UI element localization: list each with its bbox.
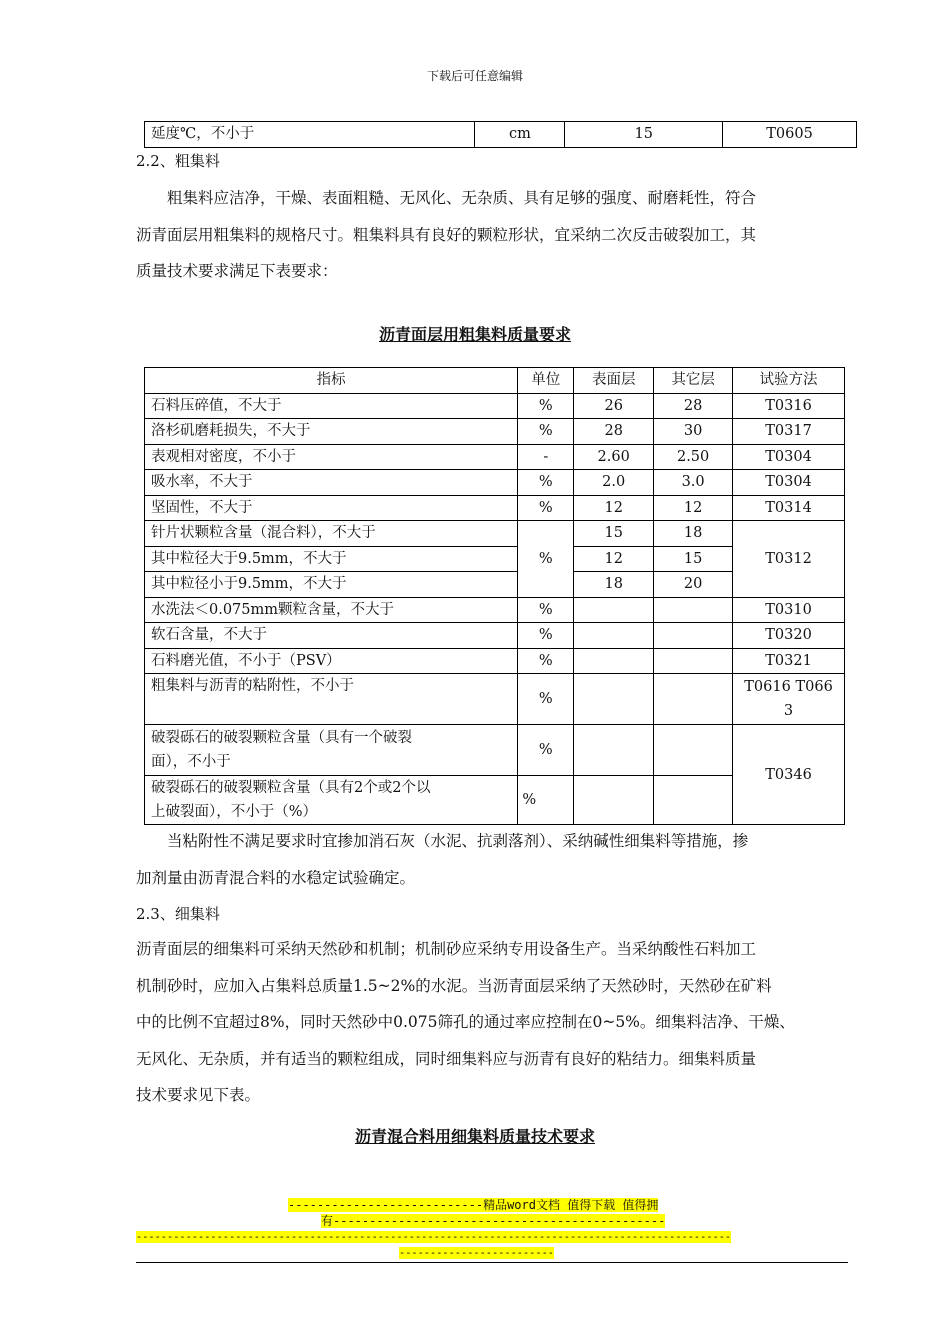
table-row [145, 623, 845, 649]
table-cell: 坚固性，不大于 [145, 495, 518, 521]
table-cell [654, 597, 733, 623]
footer-line: 有---------------------------------------------- [321, 1214, 666, 1228]
paragraph-line: 无风化、无杂质，并有适当的颗粒组成，同时细集料应与沥青有良好的粘结力。细集料质量 [136, 1049, 757, 1068]
table-cell: 3.0 [654, 470, 733, 496]
table-cell: 28 [654, 393, 733, 419]
column-header: 其它层 [654, 368, 733, 394]
table-cell [574, 674, 654, 725]
table-cell: % [518, 419, 574, 445]
table-cell: % [518, 623, 574, 649]
table-cell: 石料磨光值，不小于（PSV） [145, 648, 518, 674]
column-header: 试验方法 [733, 368, 845, 394]
table-title: 沥青面层用粗集料质量要求 [378, 325, 571, 344]
table-cell: 软石含量，不大于 [145, 623, 518, 649]
table-cell: T0321 [733, 648, 845, 674]
table-cell: 其中粒径大于9.5mm，不大于 [145, 546, 518, 572]
cell-line: 面），不小于 [151, 754, 231, 770]
table-cell: % [518, 674, 574, 725]
table-cell: 2.0 [574, 470, 654, 496]
paragraph-line: 机制砂时，应加入占集料总质量1.5~2%的水泥。当沥青面层采纳了天然砂时，天然砂在矿料 [136, 976, 772, 995]
method-line: T0616 T066 [744, 679, 833, 695]
table-cell: T0316 [733, 393, 845, 419]
footer-line: ---------------------------精品word文档 值得下载 值得拥 [288, 1198, 659, 1212]
table-cell: 针片状颗粒含量（混合料），不大于 [145, 521, 518, 547]
table-cell: T0314 [733, 495, 845, 521]
table-cell: 12 [574, 495, 654, 521]
section-heading: 2.3、细集料 [136, 905, 220, 923]
table-cell: % [518, 597, 574, 623]
table-cell: T0605 [723, 122, 857, 148]
table-cell [654, 648, 733, 674]
table-cell: T0346 [733, 725, 845, 825]
paragraph [136, 823, 848, 896]
cell-line: 破裂砾石的破裂颗粒含量（具有一个破裂 [151, 730, 412, 746]
table-row [145, 597, 845, 623]
table-cell: % [518, 776, 574, 825]
table-cell: 20 [654, 572, 733, 598]
table-cell: 28 [574, 419, 654, 445]
paragraph-line: 技术要求见下表。 [136, 1086, 261, 1104]
column-header: 单位 [518, 368, 574, 394]
table-cell: 15 [654, 546, 733, 572]
cell-line: 破裂砾石的破裂颗粒含量（具有2个或2个以 [151, 780, 431, 796]
column-header: 表面层 [574, 368, 654, 394]
table-row [145, 495, 845, 521]
table-row [145, 444, 845, 470]
paragraph-line: 沥青面层的细集料可采纳天然砂和机制；机制砂应采纳专用设备生产。当采纳酸性石料加工 [136, 940, 757, 958]
table-cell [654, 725, 733, 776]
table-cell: % [518, 725, 574, 776]
table-cell: 2.60 [574, 444, 654, 470]
table-cell [574, 623, 654, 649]
cell-line: 上破裂面），不小于（%） [151, 804, 318, 820]
table-cell: 12 [654, 495, 733, 521]
paragraph-line: 质量技术要求满足下表要求： [136, 262, 338, 280]
table-cell [574, 597, 654, 623]
table-cell: % [518, 521, 574, 598]
table-cell: 其中粒径小于9.5mm，不大于 [145, 572, 518, 598]
footer-line: ------------------------- [399, 1247, 554, 1259]
table-cell: - [518, 444, 574, 470]
table-cell: 粗集料与沥青的粘附性，不小于 [145, 674, 518, 725]
table-cell: % [518, 648, 574, 674]
paragraph-line: 当粘附性不满足要求时宜掺加消石灰（水泥、抗剥落剂）、采纳碱性细集料等措施，掺 [167, 832, 749, 850]
coarse-aggregate-table [144, 367, 845, 825]
table-cell: T0304 [733, 470, 845, 496]
paragraph [136, 931, 848, 1114]
table-cell: 洛杉矶磨耗损失，不大于 [145, 419, 518, 445]
table-cell [574, 776, 654, 825]
paragraph [136, 180, 848, 290]
table-cell [654, 674, 733, 725]
footer-line: ------------------------------------------------------------------------------------------------ [136, 1231, 732, 1243]
paragraph-line: 加剂量由沥青混合料的水稳定试验确定。 [136, 868, 416, 887]
table-cell: 18 [574, 572, 654, 598]
table-cell: % [518, 470, 574, 496]
table-cell: 2.50 [654, 444, 733, 470]
table-cell: 吸水率，不大于 [145, 470, 518, 496]
table-cell [145, 725, 518, 776]
table-title: 沥青混合料用细集料质量技术要求 [354, 1127, 595, 1146]
table-row [145, 122, 857, 148]
paragraph-line: 粗集料应洁净，干燥、表面粗糙、无风化、无杂质、具有足够的强度、耐磨耗性，符合 [167, 189, 757, 207]
table-cell: 12 [574, 546, 654, 572]
table-cell: % [518, 495, 574, 521]
table-cell: T0310 [733, 597, 845, 623]
table-row [145, 521, 845, 547]
paragraph-line: 中的比例不宜超过8%，同时天然砂中0.075筛孔的通过率应控制在0~5%。细集料洁净、干燥、 [136, 1013, 795, 1031]
table-cell: cm [475, 122, 565, 148]
table-cell: 26 [574, 393, 654, 419]
top-table-fragment [144, 121, 857, 148]
section-heading: 2.2、粗集料 [136, 152, 220, 170]
table-row [145, 470, 845, 496]
table-cell: T0304 [733, 444, 845, 470]
method-line: 3 [783, 703, 794, 719]
table-cell: T0312 [733, 521, 845, 598]
table-cell: T0320 [733, 623, 845, 649]
table-cell: 水洗法＜0.075mm颗粒含量，不大于 [145, 597, 518, 623]
table-cell: 15 [574, 521, 654, 547]
table-row [145, 419, 845, 445]
table-cell [574, 725, 654, 776]
table-cell: 30 [654, 419, 733, 445]
table-header-row [145, 368, 845, 394]
table-cell: 18 [654, 521, 733, 547]
table-cell: % [518, 393, 574, 419]
table-cell: T0317 [733, 419, 845, 445]
table-row [145, 393, 845, 419]
table-cell [654, 623, 733, 649]
paragraph-line: 沥青面层用粗集料的规格尺寸。粗集料具有良好的颗粒形状，宜采纳二次反击破裂加工，其 [136, 225, 757, 244]
footer-divider [136, 1262, 848, 1263]
table-row [145, 725, 845, 776]
table-cell: 延度℃，不小于 [145, 122, 475, 148]
table-cell [733, 674, 845, 725]
page-header: 下载后可任意编辑 [426, 69, 523, 83]
table-row [145, 674, 845, 725]
table-row [145, 648, 845, 674]
table-cell: 15 [565, 122, 723, 148]
column-header: 指标 [145, 368, 518, 394]
table-cell: 表观相对密度，不小于 [145, 444, 518, 470]
table-cell [574, 648, 654, 674]
table-cell [654, 776, 733, 825]
table-cell: 石料压碎值，不大于 [145, 393, 518, 419]
table-cell [145, 776, 518, 825]
